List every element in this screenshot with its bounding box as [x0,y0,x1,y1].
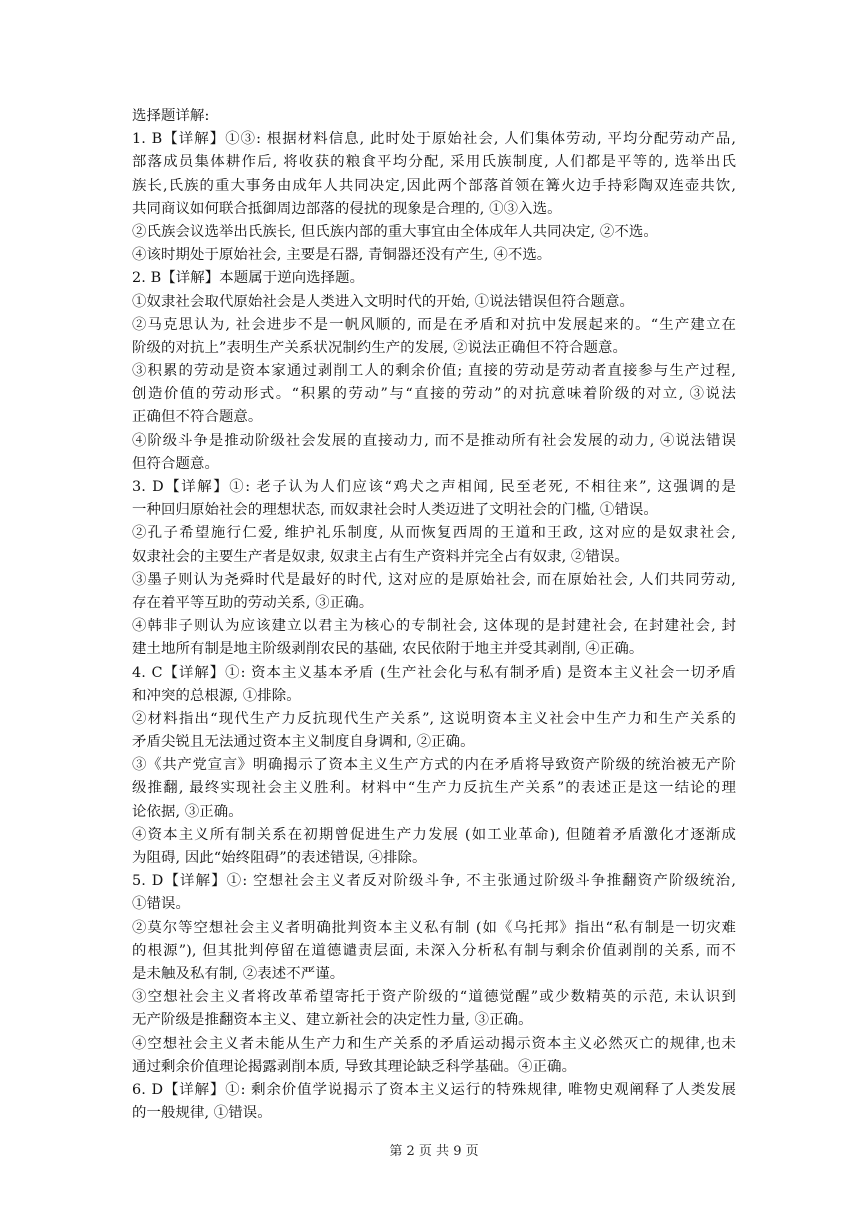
text-line: ④空想社会主义者未能从生产力和生产关系的矛盾运动揭示资本主义必然灭亡的规律,也未 [132,1035,736,1052]
section-heading: 选择题详解: [132,108,210,124]
text-line: 部落成员集体耕作后, 将收获的粮食平均分配, 采用氏族制度, 人们都是平等的, 选举出氏 [132,154,736,171]
text-line: 族长,氏族的重大事务由成年人共同决定,因此两个部落首领在篝火边手持彩陶双连壶共饮, [132,177,736,194]
text-line: ④资本主义所有制关系在初期曾促进生产力发展 (如工业革命), 但随着矛盾激化才逐渐成 [132,826,736,843]
text-line: ③墨子则认为尧舜时代是最好的时代, 这对应的是原始社会, 而在原始社会, 人们共同劳动, [132,571,736,588]
text-line: 为阻碍, 因此“始终阻碍”的表述错误, ④排除。 [132,850,427,866]
text-line: ②氏族会议选举出氏族长, 但氏族内部的重大事宜由全体成年人共同决定, ②不选。 [132,223,658,240]
text-line: 矛盾尖锐且无法通过资本主义制度自身调和, ②正确。 [132,734,475,751]
text-line: ②孔子希望施行仁爱, 维护礼乐制度, 从而恢复西周的王道和王政, 这对应的是奴隶社会, [132,525,736,542]
text-line: 通过剩余价值理论揭露剥削本质, 导致其理论缺乏科学基础。④正确。 [132,1058,577,1075]
text-line: 6. D【详解】①: 剩余价值学说揭示了资本主义运行的特殊规律, 唯物史观阐释了人类发展 [132,1081,736,1098]
text-line: ①错误。 [132,896,190,913]
text-line: ③空想社会主义者将改革希望寄托于资产阶级的“道德觉醒”或少数精英的示范, 未认识到 [132,989,736,1006]
explanation-lines [132,128,736,1125]
text-line: ④阶级斗争是推动阶级社会发展的直接动力, 而不是推动所有社会发展的动力, ④说法错误 [132,432,736,449]
page-footer: 第 2 页 共 9 页 [389,1144,479,1159]
text-line: 但符合题意。 [132,455,219,472]
text-line: 论依据, ③正确。 [132,803,243,820]
text-line: 级推翻, 最终实现社会主义胜利。材料中“生产力反抗生产关系”的表述正是这一结论的理 [132,780,736,797]
text-line: 建土地所有制是地主阶级剥削农民的基础, 农民依附于地主并受其剥削, ④正确。 [132,641,644,658]
text-line: 正确但不符合题意。 [132,409,263,426]
text-line: 共同商议如何联合抵御周边部落的侵扰的现象是合理的, ①③入选。 [132,200,562,217]
text-line: ②马克思认为, 社会进步不是一帆风顺的, 而是在矛盾和对抗中发展起来的。“生产建立在 [132,316,736,333]
text-line: ①奴隶社会取代原始社会是人类进入文明时代的开始, ①说法错误但符合题意。 [132,293,635,310]
text-line: ②材料指出“现代生产力反抗现代生产关系”, 这说明资本主义社会中生产力和生产关系的 [132,710,736,727]
text-line: 4. C【详解】①: 资本主义基本矛盾 (生产社会化与私有制矛盾) 是资本主义社会一切矛盾 [132,664,736,681]
text-line: 的根源”), 但其批判停留在道德谴责层面, 未深入分析私有制与剩余价值剥削的关系, 而不 [132,942,736,959]
text-line: 奴隶社会的主要生产者是奴隶, 奴隶主占有生产资料并完全占有奴隶, ②错误。 [132,548,629,565]
text-line: 和冲突的总根源, ①排除。 [132,687,301,704]
text-line: 3. D【详解】①: 老子认为人们应该“鸡犬之声相闻, 民至老死, 不相往来”, 这强调的是 [132,479,736,495]
text-line: 1. B【详解】①③: 根据材料信息, 此时处于原始社会, 人们集体劳动, 平均分配劳动产品, [132,131,736,148]
text-line: 一种回归原始社会的理想状态, 而奴隶社会时人类迈进了文明社会的门槛, ①错误。 [132,502,658,519]
text-line: 阶级的对抗上”表明生产关系状况制约生产的发展, ②说法正确但不符合题意。 [132,339,627,356]
text-line: ②莫尔等空想社会主义者明确批判资本主义私有制 (如《乌托邦》指出“私有制是一切灾难 [132,919,736,936]
answer-explanations [132,105,736,1125]
text-line: ③《共产党宣言》明确揭示了资本主义生产方式的内在矛盾将导致资产阶级的统治被无产阶 [132,757,736,774]
text-line: 2. B【详解】本题属于逆向选择题。 [132,270,365,287]
text-line: 是未触及私有制, ②表述不严谨。 [132,965,345,982]
text-line: 5. D【详解】①: 空想社会主义者反对阶级斗争, 不主张通过阶级斗争推翻资产阶级统治, [132,873,736,890]
text-line: ④该时期处于原始社会, 主要是石器, 青铜器还没有产生, ④不选。 [132,247,552,264]
text-line: 无产阶级是推翻资本主义、建立新社会的决定性力量, ③正确。 [132,1012,533,1029]
text-line: 创造价值的劳动形式。“积累的劳动”与“直接的劳动”的对抗意味着阶级的对立, ③说法 [132,386,736,403]
text-line: 的一般规律, ①错误。 [132,1105,272,1122]
text-line: 存在着平等互助的劳动关系, ③正确。 [132,594,374,611]
text-line: ④韩非子则认为应该建立以君主为核心的专制社会, 这体现的是封建社会, 在封建社会, 封 [132,618,736,635]
text-line: ③积累的劳动是资本家通过剥削工人的剩余价值; 直接的劳动是劳动者直接参与生产过程, [132,363,736,380]
